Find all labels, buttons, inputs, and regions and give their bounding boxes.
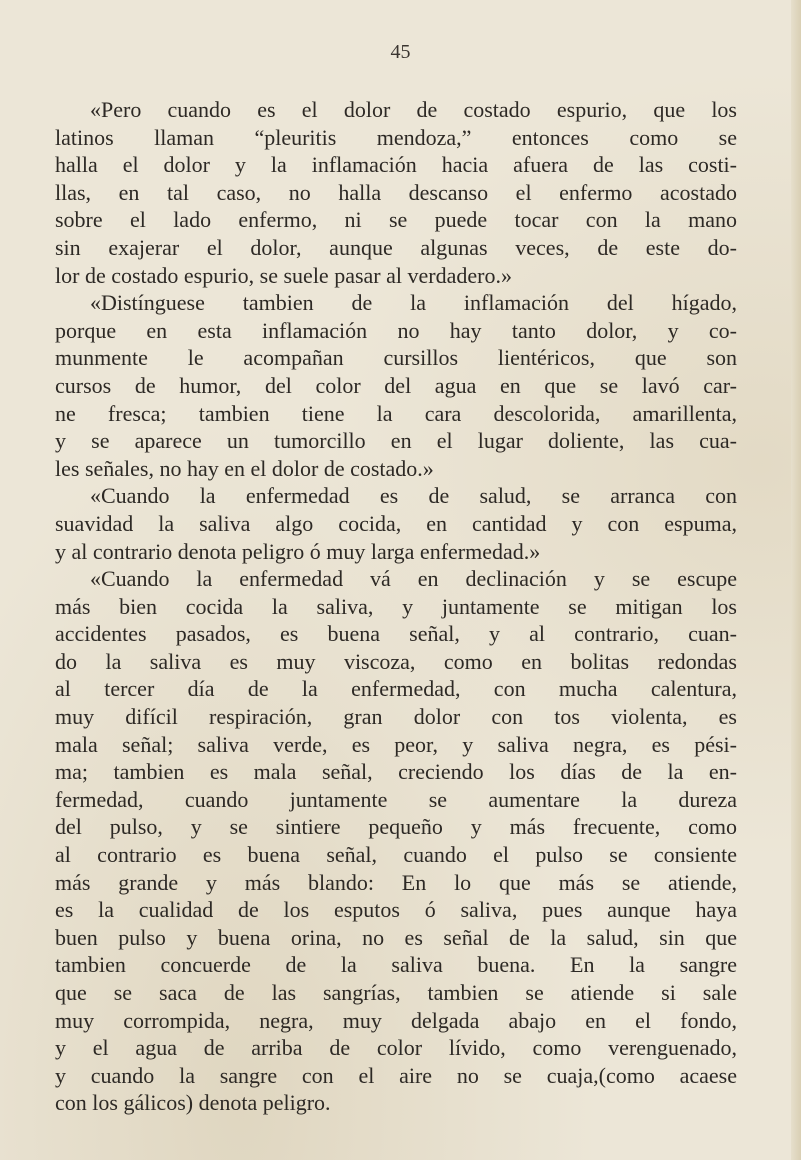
text-line: mala señal; saliva verde, es peor, y saliva negra, es pési- bbox=[55, 731, 737, 757]
text-line: lor de costado espurio, se suele pasar al verdadero.» bbox=[55, 262, 512, 288]
text-line: al tercer día de la enfermedad, con mucha calentura, bbox=[55, 676, 737, 702]
page-number: 45 bbox=[390, 41, 411, 63]
text-line: porque en esta inflamación no hay tanto dolor, y co- bbox=[55, 317, 737, 343]
text-line: suavidad la saliva algo cocida, en cantidad y con espuma, bbox=[55, 510, 737, 536]
text-line: llas, en tal caso, no halla descanso el enfermo acostado bbox=[55, 179, 737, 205]
text-line: «Pero cuando es el dolor de costado espurio, que los bbox=[90, 97, 737, 122]
text-line: do la saliva es muy viscoza, como en bolitas redondas bbox=[55, 648, 737, 674]
body-text bbox=[55, 96, 737, 1117]
text-line: y el agua de arriba de color lívido, como verenguenado, bbox=[55, 1035, 737, 1061]
text-line: sobre el lado enfermo, ni se puede tocar con la mano bbox=[55, 207, 737, 233]
text-line: munmente le acompañan cursillos lientéricos, que son bbox=[55, 345, 737, 371]
text-line: «Distínguese tambien de la inflamación del hígado, bbox=[90, 290, 737, 316]
text-line: muy difícil respiración, gran dolor con tos violenta, es bbox=[55, 704, 737, 730]
text-line: y cuando la sangre con el aire no se cuaja,(como acaese bbox=[55, 1062, 737, 1088]
text-line: cursos de humor, del color del agua en que se lavó car- bbox=[55, 372, 737, 398]
text-line: del pulso, y se sintiere pequeño y más frecuente, como bbox=[55, 814, 737, 840]
text-line: más bien cocida la saliva, y juntamente se mitigan los bbox=[55, 593, 737, 619]
text-line: fermedad, cuando juntamente se aumentare la dureza bbox=[55, 786, 737, 812]
text-line: con los gálicos) denota peligro. bbox=[55, 1090, 331, 1116]
text-line: tambien concuerde de la saliva buena. En la sangre bbox=[55, 952, 737, 978]
page-edge bbox=[791, 0, 801, 1160]
text-line: ne fresca; tambien tiene la cara descolorida, amarillenta, bbox=[55, 400, 737, 426]
text-line: «Cuando la enfermedad es de salud, se arranca con bbox=[90, 483, 737, 509]
text-line: al contrario es buena señal, cuando el pulso se consiente bbox=[55, 842, 737, 868]
text-line: buen pulso y buena orina, no es señal de la salud, sin que bbox=[55, 924, 737, 950]
text-line: latinos llaman “pleuritis mendoza,” entonces como se bbox=[55, 124, 737, 150]
text-line: halla el dolor y la inflamación hacia afuera de las costi- bbox=[55, 152, 737, 178]
text-line: más grande y más blando: En lo que más se atiende, bbox=[55, 869, 737, 895]
text-line: ma; tambien es mala señal, creciendo los días de la en- bbox=[55, 759, 737, 785]
text-line: les señales, no hay en el dolor de costado.» bbox=[55, 455, 434, 481]
text-line: muy corrompida, negra, muy delgada abajo en el fondo, bbox=[55, 1007, 737, 1033]
text-line: es la cualidad de los esputos ó saliva, pues aunque haya bbox=[55, 897, 737, 923]
text-line: que se saca de las sangrías, tambien se atiende si sale bbox=[55, 980, 737, 1005]
text-line: «Cuando la enfermedad vá en declinación y se escupe bbox=[90, 566, 737, 592]
text-line: sin exajerar el dolor, aunque algunas veces, de este do- bbox=[55, 234, 737, 260]
text-line: y al contrario denota peligro ó muy larga enfermedad.» bbox=[55, 538, 541, 564]
text-line: y se aparece un tumorcillo en el lugar doliente, las cua- bbox=[55, 428, 737, 454]
text-line: accidentes pasados, es buena señal, y al contrario, cuan- bbox=[55, 621, 737, 647]
